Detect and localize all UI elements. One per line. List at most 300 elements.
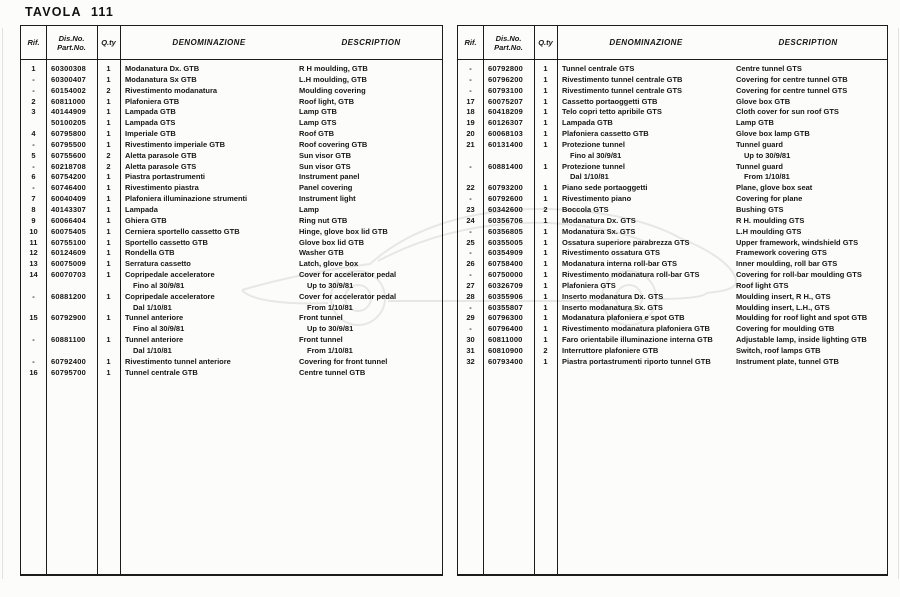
row-ref-number: 22	[466, 183, 475, 193]
row-ref-number: 3	[31, 107, 36, 117]
column-divider	[46, 26, 47, 574]
row-description: Plane, glove box seat	[736, 183, 813, 193]
row-part-number: 60342600	[488, 204, 523, 214]
row-part-number: 60356805	[488, 226, 523, 236]
row-ref-number: 16	[29, 367, 38, 377]
row-part-number: 60075207	[488, 96, 523, 106]
table-row	[21, 172, 442, 183]
row-ref-number: 21	[466, 139, 475, 149]
row-denominazione: Aletta parasole GTS	[125, 161, 197, 171]
row-ref-number: 20	[466, 129, 475, 139]
row-description: Roof covering GTB	[299, 139, 368, 149]
column-divider	[120, 26, 121, 574]
row-ref-number: 18	[466, 107, 475, 117]
table-row	[458, 292, 887, 303]
row-ref-number: 5	[31, 150, 36, 160]
row-part-number: 60040409	[51, 194, 86, 204]
row-part-number: 60355807	[488, 302, 523, 312]
table-row	[21, 313, 442, 324]
table-row	[458, 194, 887, 205]
row-denominazione: Rivestimento tunnel centrale GTB	[562, 74, 683, 84]
table-row	[21, 303, 442, 314]
table-row	[458, 270, 887, 281]
row-part-number: 60792800	[488, 64, 523, 73]
row-denominazione: Plafoniera GTS	[562, 280, 616, 290]
row-quantity: 1	[106, 96, 111, 106]
row-denominazione: Lampada GTB	[562, 118, 613, 128]
row-part-number	[483, 151, 534, 162]
row-quantity: 1	[106, 356, 111, 366]
row-part-number: 60750000	[488, 270, 523, 280]
row-ref-number: 27	[466, 280, 475, 290]
table-header	[458, 26, 887, 60]
row-quantity: 1	[106, 204, 111, 214]
row-quantity: 1	[543, 291, 548, 301]
row-quantity: 1	[106, 270, 111, 280]
row-ref-number: 30	[466, 335, 475, 345]
row-ref-number: 25	[466, 237, 475, 247]
row-denominazione: Telo copri tetto apribile GTS	[562, 107, 662, 117]
row-ref-number: 7	[31, 194, 36, 204]
row-denominazione: Dal 1/10/81	[133, 345, 172, 355]
row-quantity: 1	[106, 335, 111, 345]
row-description: Covering for front tunnel	[299, 356, 388, 366]
row-description: Cloth cover for sun roof GTS	[736, 107, 839, 117]
parts-table-left	[20, 25, 443, 576]
row-quantity	[97, 281, 120, 292]
row-quantity	[97, 303, 120, 314]
row-ref-number: -	[32, 356, 35, 366]
row-part-number: 60811000	[51, 96, 86, 106]
row-part-number: 60070703	[51, 270, 86, 280]
table-body	[21, 60, 442, 378]
row-description: From 1/10/81	[307, 302, 353, 312]
table-header	[21, 26, 442, 60]
row-ref-number: 17	[466, 96, 475, 106]
row-part-number: 60326709	[488, 280, 523, 290]
row-ref-number: 11	[29, 237, 38, 247]
row-denominazione: Lampada GTB	[125, 107, 176, 117]
row-description: R H moulding, GTB	[299, 64, 368, 73]
row-description: Panel covering	[299, 183, 353, 193]
row-description: Glove box lamp GTB	[736, 129, 810, 139]
row-denominazione: Lampada GTS	[125, 118, 176, 128]
table-row	[21, 86, 442, 97]
table-row	[21, 64, 442, 75]
row-ref-number: -	[469, 194, 472, 204]
table-row	[21, 281, 442, 292]
row-description: Sun visor GTS	[299, 161, 351, 171]
row-quantity: 1	[106, 237, 111, 247]
row-ref-number: -	[469, 74, 472, 84]
row-ref-number: 29	[466, 313, 475, 323]
column-divider	[97, 26, 98, 574]
row-description: Bushing GTS	[736, 204, 784, 214]
row-description: Ring nut GTB	[299, 215, 348, 225]
row-quantity: 1	[106, 118, 111, 128]
row-part-number: 60066404	[51, 215, 86, 225]
table-row	[458, 97, 887, 108]
row-quantity: 1	[543, 280, 548, 290]
table-row	[458, 86, 887, 97]
row-part-number: 60793400	[488, 356, 523, 366]
row-ref-number: -	[469, 270, 472, 280]
row-part-number: 60811000	[488, 335, 523, 345]
row-ref-number: 6	[31, 172, 36, 182]
row-quantity: 1	[543, 302, 548, 312]
row-denominazione: Modanatura interna roll-bar GTS	[562, 259, 678, 269]
row-denominazione: Protezione tunnel	[562, 139, 625, 149]
column-divider	[557, 26, 558, 574]
row-part-number: 40143307	[51, 204, 86, 214]
row-denominazione: Rivestimento piano	[562, 194, 632, 204]
table-row	[21, 75, 442, 86]
row-quantity: 1	[543, 118, 548, 128]
table-row	[21, 357, 442, 368]
table-row	[21, 183, 442, 194]
row-part-number	[46, 303, 97, 314]
row-part-number: 60124609	[51, 248, 86, 258]
table-row	[458, 357, 887, 368]
row-description: From 1/10/81	[744, 172, 790, 182]
row-description: Up to 30/9/81	[744, 150, 791, 160]
row-quantity: 1	[543, 107, 548, 117]
row-denominazione: Tunnel centrale GTS	[562, 64, 635, 73]
row-part-number: 60755100	[51, 237, 86, 247]
row-quantity: 1	[106, 183, 111, 193]
column-divider	[534, 26, 535, 574]
row-quantity: 1	[106, 74, 111, 84]
row-description: Sun visor GTB	[299, 150, 352, 160]
table-row	[458, 172, 887, 183]
row-denominazione: Inserto modanatura Dx. GTS	[562, 291, 664, 301]
row-denominazione: Rivestimento piastra	[125, 183, 199, 193]
row-ref-number: 10	[29, 226, 38, 236]
row-quantity: 1	[543, 324, 548, 334]
row-denominazione: Rivestimento tunnel centrale GTS	[562, 85, 683, 95]
table-row	[458, 248, 887, 259]
table-row	[21, 248, 442, 259]
row-denominazione: Tunnel centrale GTB	[125, 367, 198, 377]
row-quantity	[534, 172, 557, 183]
row-ref-number	[458, 151, 483, 162]
row-description: L.H moulding GTS	[736, 226, 802, 236]
row-denominazione: Boccola GTS	[562, 204, 609, 214]
row-description: Moulding insert, L.H., GTS	[736, 302, 830, 312]
row-ref-number: -	[469, 161, 472, 171]
row-quantity: 2	[543, 345, 548, 355]
row-quantity: 1	[543, 64, 548, 73]
row-quantity	[97, 346, 120, 357]
row-part-number	[46, 324, 97, 335]
row-description: Moulding covering	[299, 85, 366, 95]
row-description: R H. moulding GTS	[736, 215, 805, 225]
row-ref-number: 28	[466, 291, 475, 301]
row-denominazione: Rivestimento tunnel anteriore	[125, 356, 231, 366]
row-denominazione: Protezione tunnel	[562, 161, 625, 171]
table-row	[21, 292, 442, 303]
row-ref-number: -	[32, 139, 35, 149]
row-part-number: 60796400	[488, 324, 523, 334]
row-ref-number: 26	[466, 259, 475, 269]
row-description: Cover for accelerator pedal	[299, 291, 397, 301]
row-description: Lamp GTB	[736, 118, 774, 128]
row-part-number: 60355906	[488, 291, 523, 301]
row-part-number: 60356706	[488, 215, 523, 225]
row-description: Upper framework, windshield GTS	[736, 237, 859, 247]
table-row	[458, 227, 887, 238]
row-part-number: 60758400	[488, 259, 523, 269]
row-ref-number: -	[469, 302, 472, 312]
row-quantity: 1	[106, 64, 111, 73]
row-description: Moulding for roof light and spot GTB	[736, 313, 868, 323]
row-ref-number: -	[32, 74, 35, 84]
row-quantity: 1	[543, 215, 548, 225]
row-description: Washer GTB	[299, 248, 344, 258]
row-denominazione: Rivestimento modanatura roll-bar GTS	[562, 270, 700, 280]
table-row	[458, 216, 887, 227]
row-denominazione: Dal 1/10/81	[133, 302, 172, 312]
row-description: L.H moulding, GTB	[299, 74, 367, 84]
row-part-number: 60881200	[51, 291, 86, 301]
header-part-number: Dis.No. Part.No.	[494, 33, 523, 52]
table-row	[21, 346, 442, 357]
table-row	[458, 183, 887, 194]
row-denominazione: Tunnel anteriore	[125, 335, 184, 345]
row-description: Covering for centre tunnel GTS	[736, 85, 848, 95]
row-denominazione: Rivestimento modanatura	[125, 85, 218, 95]
table-row	[458, 281, 887, 292]
row-ref-number: -	[32, 85, 35, 95]
row-quantity: 1	[106, 215, 111, 225]
row-quantity: 1	[543, 183, 548, 193]
row-ref-number: 14	[29, 270, 38, 280]
row-denominazione: Inserto modanatura Sx. GTS	[562, 302, 663, 312]
row-denominazione: Piastra portastrumenti riporto tunnel GTB	[562, 356, 711, 366]
row-denominazione: Aletta parasole GTB	[125, 150, 197, 160]
row-quantity: 1	[543, 129, 548, 139]
header-qty: Q.ty	[538, 38, 553, 47]
row-ref-number: -	[469, 85, 472, 95]
row-ref-number: 19	[466, 118, 475, 128]
row-description: Covering for plane	[736, 194, 803, 204]
table-row	[21, 238, 442, 249]
row-part-number: 60354909	[488, 248, 523, 258]
row-quantity: 1	[543, 313, 548, 323]
row-ref-number: 12	[29, 248, 38, 258]
parts-table-right	[457, 25, 888, 576]
row-quantity: 1	[543, 248, 548, 258]
table-row	[21, 194, 442, 205]
row-part-number: 60754200	[51, 172, 86, 182]
header-part-number: Dis.No. Part.No.	[57, 33, 86, 52]
row-denominazione: Lampada	[125, 204, 158, 214]
row-quantity: 1	[543, 96, 548, 106]
row-denominazione: Dal 1/10/81	[570, 172, 609, 182]
row-description: Lamp	[299, 204, 320, 214]
row-ref-number	[21, 303, 46, 314]
table-body	[458, 60, 887, 368]
row-ref-number: -	[32, 183, 35, 193]
table-row	[458, 75, 887, 86]
row-denominazione: Fino al 30/9/81	[570, 150, 622, 160]
table-row	[458, 140, 887, 151]
row-description: Framework covering GTS	[736, 248, 827, 258]
table-row	[21, 335, 442, 346]
row-part-number: 60792400	[51, 356, 86, 366]
row-ref-number: 23	[466, 204, 475, 214]
row-description: Inner moulding, roll bar GTS	[736, 259, 838, 269]
row-description: Roof GTB	[299, 129, 334, 139]
row-part-number: 60795800	[51, 129, 86, 139]
table-row	[21, 162, 442, 173]
row-quantity: 2	[106, 85, 111, 95]
row-denominazione: Ossatura superiore parabrezza GTS	[562, 237, 690, 247]
row-denominazione: Copripedale acceleratore	[125, 270, 215, 280]
row-quantity: 1	[543, 194, 548, 204]
row-quantity: 1	[106, 194, 111, 204]
table-row	[21, 118, 442, 129]
row-ref-number: -	[469, 64, 472, 73]
table-row	[21, 140, 442, 151]
table-row	[458, 129, 887, 140]
row-part-number: 60418209	[488, 107, 523, 117]
row-denominazione: Modanatura Sx GTB	[125, 74, 197, 84]
scan-edge-right	[898, 28, 899, 579]
table-row	[21, 205, 442, 216]
row-quantity: 1	[543, 226, 548, 236]
row-quantity: 1	[106, 226, 111, 236]
header-denominazione: DENOMINAZIONE	[172, 38, 246, 47]
row-part-number: 60068103	[488, 129, 523, 139]
row-quantity: 1	[106, 367, 111, 377]
row-part-number: 60755600	[51, 150, 86, 160]
row-quantity: 1	[543, 270, 548, 280]
row-part-number: 60796300	[488, 313, 523, 323]
row-description: Cover for accelerator pedal	[299, 270, 397, 280]
row-part-number: 60355005	[488, 237, 523, 247]
row-ref-number: -	[32, 291, 35, 301]
row-quantity: 1	[543, 74, 548, 84]
row-ref-number: 31	[466, 345, 475, 355]
row-part-number: 60792600	[488, 194, 523, 204]
row-description: Front tunnel	[299, 335, 343, 345]
row-ref-number: 2	[31, 96, 36, 106]
row-denominazione: Cerniera sportello cassetto GTB	[125, 226, 240, 236]
row-part-number: 60131400	[488, 139, 523, 149]
row-part-number: 60154002	[51, 85, 86, 95]
row-part-number	[483, 172, 534, 183]
row-ref-number	[21, 324, 46, 335]
table-row	[458, 238, 887, 249]
row-description: Instrument plate, tunnel GTB	[736, 356, 839, 366]
row-ref-number: -	[32, 161, 35, 171]
table-row	[458, 151, 887, 162]
row-description: Covering for roll-bar moulding GTS	[736, 270, 862, 280]
row-quantity: 1	[543, 85, 548, 95]
row-part-number: 60881400	[488, 161, 523, 171]
row-description: Centre tunnel GTB	[299, 367, 366, 377]
table-row	[458, 313, 887, 324]
table-row	[458, 162, 887, 173]
header-rif: Rif.	[27, 38, 40, 47]
row-denominazione: Copripedale acceleratore	[125, 291, 215, 301]
row-ref-number: 9	[31, 215, 36, 225]
row-description: Instrument panel	[299, 172, 360, 182]
row-part-number: 60746400	[51, 183, 86, 193]
row-part-number: 60795700	[51, 367, 86, 377]
table-row	[21, 368, 442, 379]
row-denominazione: Piano sede portaoggetti	[562, 183, 648, 193]
header-rif: Rif.	[464, 38, 477, 47]
header-description: DESCRIPTION	[341, 38, 401, 47]
row-denominazione: Fino al 30/9/81	[133, 324, 185, 334]
table-row	[458, 64, 887, 75]
table-row	[458, 303, 887, 314]
row-part-number: 60795500	[51, 139, 86, 149]
row-ref-number: -	[469, 226, 472, 236]
row-part-number: 60075009	[51, 259, 86, 269]
row-description: Covering for moulding GTB	[736, 324, 835, 334]
row-part-number: 60792900	[51, 313, 86, 323]
row-quantity: 2	[106, 161, 111, 171]
row-quantity: 1	[543, 237, 548, 247]
row-description: Tunnel guard	[736, 161, 783, 171]
row-description: Hinge, glove box lid GTB	[299, 226, 388, 236]
table-row	[458, 335, 887, 346]
row-quantity	[97, 324, 120, 335]
row-part-number	[46, 281, 97, 292]
row-description: Latch, glove box	[299, 259, 359, 269]
header-description: DESCRIPTION	[778, 38, 838, 47]
row-quantity: 1	[106, 139, 111, 149]
table-row	[458, 107, 887, 118]
row-denominazione: Modanatura plafoniera e spot GTB	[562, 313, 685, 323]
row-quantity: 1	[106, 259, 111, 269]
row-denominazione: Rivestimento ossatura GTS	[562, 248, 660, 258]
row-part-number: 60075405	[51, 226, 86, 236]
row-denominazione: Cassetto portaoggetti GTB	[562, 96, 658, 106]
row-denominazione: Rondella GTB	[125, 248, 175, 258]
row-denominazione: Piastra portastrumenti	[125, 172, 206, 182]
scan-edge-left	[2, 28, 3, 579]
row-ref-number: 24	[466, 215, 475, 225]
row-denominazione: Fino al 30/9/81	[133, 280, 185, 290]
row-description: Moulding insert, R H., GTS	[736, 291, 831, 301]
row-ref-number: -	[469, 248, 472, 258]
row-part-number: 60810900	[488, 345, 523, 355]
row-denominazione: Faro orientabile illuminazione interna GTB	[562, 335, 713, 345]
row-description: Up to 30/9/81	[307, 280, 354, 290]
row-part-number: 60793100	[488, 85, 523, 95]
row-ref-number	[458, 172, 483, 183]
row-description: Covering for centre tunnel GTB	[736, 74, 848, 84]
row-description: Centre tunnel GTS	[736, 64, 802, 73]
row-ref-number	[21, 281, 46, 292]
row-ref-number: 32	[466, 356, 475, 366]
table-row	[21, 216, 442, 227]
row-denominazione: Plafoniera illuminazione strumenti	[125, 194, 248, 204]
header-qty: Q.ty	[101, 38, 116, 47]
table-row	[458, 205, 887, 216]
row-quantity: 1	[106, 172, 111, 182]
table-row	[21, 270, 442, 281]
row-part-number: 50100205	[51, 118, 86, 128]
row-description: Adjustable lamp, inside lighting GTB	[736, 335, 867, 345]
row-part-number: 60218708	[51, 161, 86, 171]
row-denominazione: Rivestimento modanatura plafoniera GTB	[562, 324, 710, 334]
table-row	[21, 324, 442, 335]
